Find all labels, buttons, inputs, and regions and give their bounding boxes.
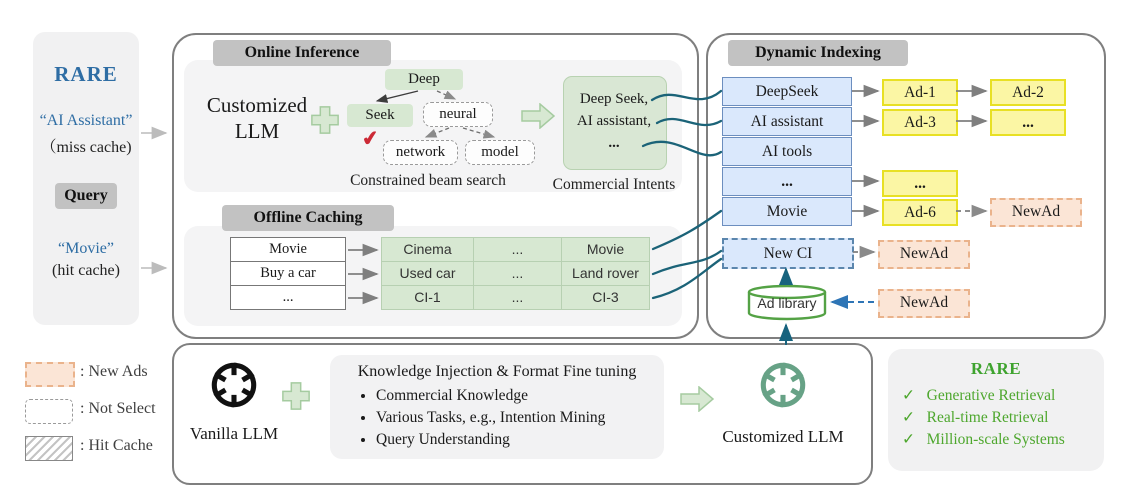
cache-cell: Used car bbox=[381, 261, 474, 286]
legend-swatch-hit-cache bbox=[25, 436, 73, 461]
index-key-deepseek: DeepSeek bbox=[722, 77, 852, 106]
vanilla-llm-logo-icon bbox=[206, 357, 262, 413]
beam-search-caption: Constrained beam search bbox=[350, 172, 506, 189]
legend-swatch-not-select bbox=[25, 399, 73, 424]
finetuning-bullet: • Commercial Knowledge bbox=[376, 387, 664, 405]
customized-llm-line1: Customized bbox=[206, 93, 308, 117]
block-arrow-icon bbox=[521, 103, 555, 129]
online-inference-title: Online Inference bbox=[213, 40, 391, 66]
rare-title: RARE bbox=[54, 62, 118, 86]
intent-line: ... bbox=[608, 135, 620, 151]
legend-label-hit-cache: : Hit Cache bbox=[80, 437, 153, 454]
new-ad-box-bottom: NewAd bbox=[878, 289, 970, 318]
commercial-intents-caption: Commercial Intents bbox=[552, 176, 676, 193]
check-icon: ✓ bbox=[902, 409, 915, 426]
red-check-icon: ✔ bbox=[360, 126, 381, 152]
dynamic-indexing-title: Dynamic Indexing bbox=[728, 40, 908, 66]
cache-query-cell: ... bbox=[230, 285, 346, 310]
legend-label-not-select: : Not Select bbox=[80, 400, 156, 417]
query-miss-text: “AI Assistant” bbox=[39, 112, 133, 129]
index-key-new-ci: New CI bbox=[722, 238, 854, 269]
ad-box-3: Ad-3 bbox=[882, 109, 958, 136]
tree-node-neural: neural bbox=[423, 102, 493, 127]
cache-cell: CI-1 bbox=[381, 285, 474, 310]
cache-query-cell-hit: Movie bbox=[230, 237, 346, 262]
query-hit-text: “Movie” bbox=[58, 240, 114, 257]
rare-summary-box bbox=[888, 349, 1104, 471]
summary-item: Million-scale Systems bbox=[926, 431, 1065, 448]
tree-node-deep: Deep bbox=[385, 69, 463, 90]
ad-box-2: Ad-2 bbox=[990, 79, 1066, 106]
ad-library-label: Ad library bbox=[757, 295, 817, 311]
ad-box-6: Ad-6 bbox=[882, 199, 958, 226]
cache-cell: ... bbox=[473, 237, 562, 262]
finetuning-title: Knowledge Injection & Format Fine tuning bbox=[357, 363, 637, 380]
query-miss-note: （miss cache) bbox=[40, 139, 132, 156]
finetuning-bullet: • Various Tasks, e.g., Intention Mining bbox=[376, 409, 664, 427]
finetuning-box bbox=[330, 355, 664, 459]
tree-node-network: network bbox=[383, 140, 458, 165]
customized-llm-line2: LLM bbox=[234, 119, 280, 143]
cache-cell: Movie bbox=[561, 237, 650, 262]
customized-llm-label bbox=[190, 92, 324, 144]
cache-cell: Cinema bbox=[381, 237, 474, 262]
index-key-movie: Movie bbox=[722, 197, 852, 226]
query-badge: Query bbox=[55, 183, 117, 209]
query-cache-table bbox=[230, 238, 346, 310]
cache-cell: ... bbox=[473, 261, 562, 286]
rare-summary-title: RARE bbox=[970, 359, 1022, 378]
new-ad-box-top: NewAd bbox=[990, 198, 1082, 227]
query-hit-note: (hit cache) bbox=[52, 262, 120, 279]
ad-box-1: Ad-1 bbox=[882, 79, 958, 106]
summary-item: Generative Retrieval bbox=[926, 387, 1056, 404]
tree-node-seek: Seek bbox=[347, 104, 413, 127]
summary-item: Real-time Retrieval bbox=[926, 409, 1049, 426]
query-arrows bbox=[141, 133, 166, 268]
cached-intents-table bbox=[382, 238, 650, 310]
commercial-intents-lines bbox=[563, 88, 665, 154]
new-ad-box-mid: NewAd bbox=[878, 240, 970, 269]
ad-box-ellipsis-left: ... bbox=[882, 170, 958, 197]
cache-cell: Land rover bbox=[561, 261, 650, 286]
block-arrow-icon bbox=[680, 386, 714, 412]
ad-box-ellipsis-right: ... bbox=[990, 109, 1066, 136]
index-key-ai-assistant: AI assistant bbox=[722, 107, 852, 136]
plus-icon bbox=[281, 381, 311, 411]
plus-icon bbox=[310, 105, 340, 135]
finetuning-bullets bbox=[330, 387, 664, 449]
finetuning-bullet: • Query Understanding bbox=[376, 431, 664, 449]
tree-node-model: model bbox=[465, 140, 535, 165]
customized-llm-label-bottom: Customized LLM bbox=[722, 427, 844, 446]
intent-line: AI assistant, bbox=[576, 113, 652, 129]
check-icon: ✓ bbox=[902, 431, 915, 448]
intent-line: Deep Seek, bbox=[579, 91, 649, 107]
customized-llm-logo-icon bbox=[755, 357, 811, 413]
index-key-ai-tools: AI tools bbox=[722, 137, 852, 166]
cache-cell: ... bbox=[473, 285, 562, 310]
offline-caching-title: Offline Caching bbox=[222, 205, 394, 231]
vanilla-llm-label: Vanilla LLM bbox=[189, 424, 279, 443]
check-icon: ✓ bbox=[902, 387, 915, 404]
legend-swatch-new-ads bbox=[25, 362, 75, 387]
cache-query-cell: Buy a car bbox=[230, 261, 346, 286]
index-key-ellipsis: ... bbox=[722, 167, 852, 196]
legend-label-new-ads: : New Ads bbox=[80, 363, 148, 380]
cache-cell: CI-3 bbox=[561, 285, 650, 310]
